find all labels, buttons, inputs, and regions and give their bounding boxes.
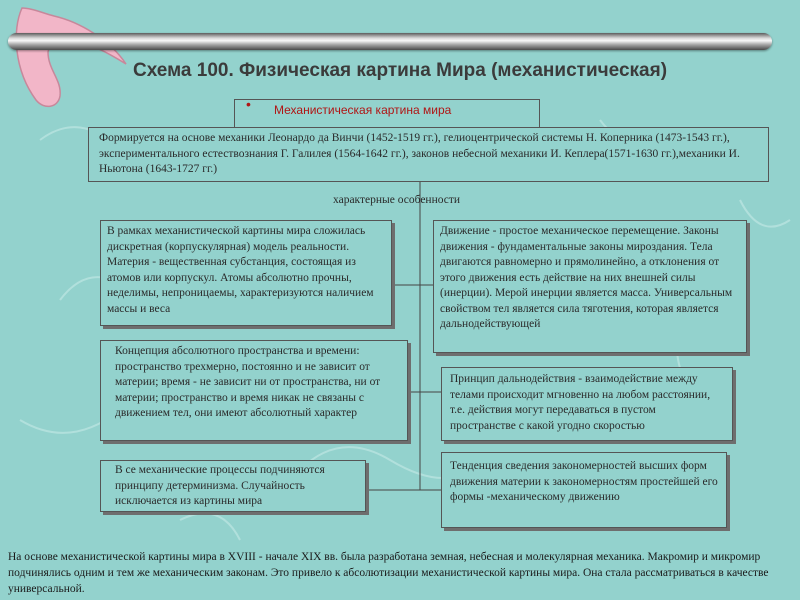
left-box-3 [100, 460, 366, 512]
footer-text: На основе механистической картины мира в XVIII - начале XIX вв. была разработана земная, небесная и молекулярная механика. Макромир и микромир подчинялись одним и тем же механическим законам. Это привело к абсолютизации механистической картины мира. Она стала рассматриваться в качестве универсальной. [8, 551, 769, 595]
left-box-text: В се механические процессы подчиняются принципу детерминизма. Случайность исключается из картины мира [115, 464, 325, 507]
right-box-3 [441, 452, 727, 528]
left-box-1 [100, 220, 392, 326]
intro-text: Формируется на основе механики Леонардо да Винчи (1452-1519 гг.), гелиоцентрической системы Н. Коперника (1473-1543 гг.), экспериментального естествознания Г. Галилея (1564-1642 гг.), законов небесной механики И. Кеплера(1571-1630 гг.),механики И. Ньютона (1643-1727 гг.) [99, 132, 740, 175]
intro-box [88, 127, 769, 182]
bullet-icon: • [246, 96, 251, 112]
right-box-2 [441, 367, 733, 441]
left-box-text: В рамках механистической картины мира сложилась дискретная (корпускулярная) модель реальности. Материя - вещественная субстанция, состоящая из атомов или корпускул. Атомы абсолютно прочны, неделимы, непроницаемы, характеризуются наличием массы и веса [107, 225, 374, 315]
right-box-text: Движение - простое механическое перемещение. Законы движения - фундаментальные законы мироздания. Тела двигаются равномерно и прямолинейно, а отклонения от этого движения есть действие на них внешней силы (инерции). Мерой инерции является масса. Универсальным свойством тел является сила тяготения, которая является дальнодействующей [440, 225, 733, 330]
header-label: Механистическая картина мира [274, 103, 452, 117]
page-title: Схема 100. Физическая картина Мира (механистическая) [132, 60, 668, 81]
left-box-text: Концепция абсолютного пространства и времени: пространство трехмерно, постоянно и не зависит от материи; время - не зависит ни от пространства, ни от материи; пространство и время никак не связаны с движением тел, они имеют абсолютный характер [115, 345, 381, 419]
right-box-text: Принцип дальнодействия - взаимодействие между телами происходит мгновенно на любом расстоянии, т.е. действия могут передаваться в пустом пространстве с какой угодно скоростью [450, 373, 711, 432]
right-box-text: Тенденция сведения закономерностей высших форм движения материи к закономерностям простейшей его формы -механическому движению [450, 460, 718, 503]
right-box-1 [433, 220, 747, 353]
features-label: характерные особенности [333, 194, 461, 206]
left-box-2 [100, 340, 408, 441]
